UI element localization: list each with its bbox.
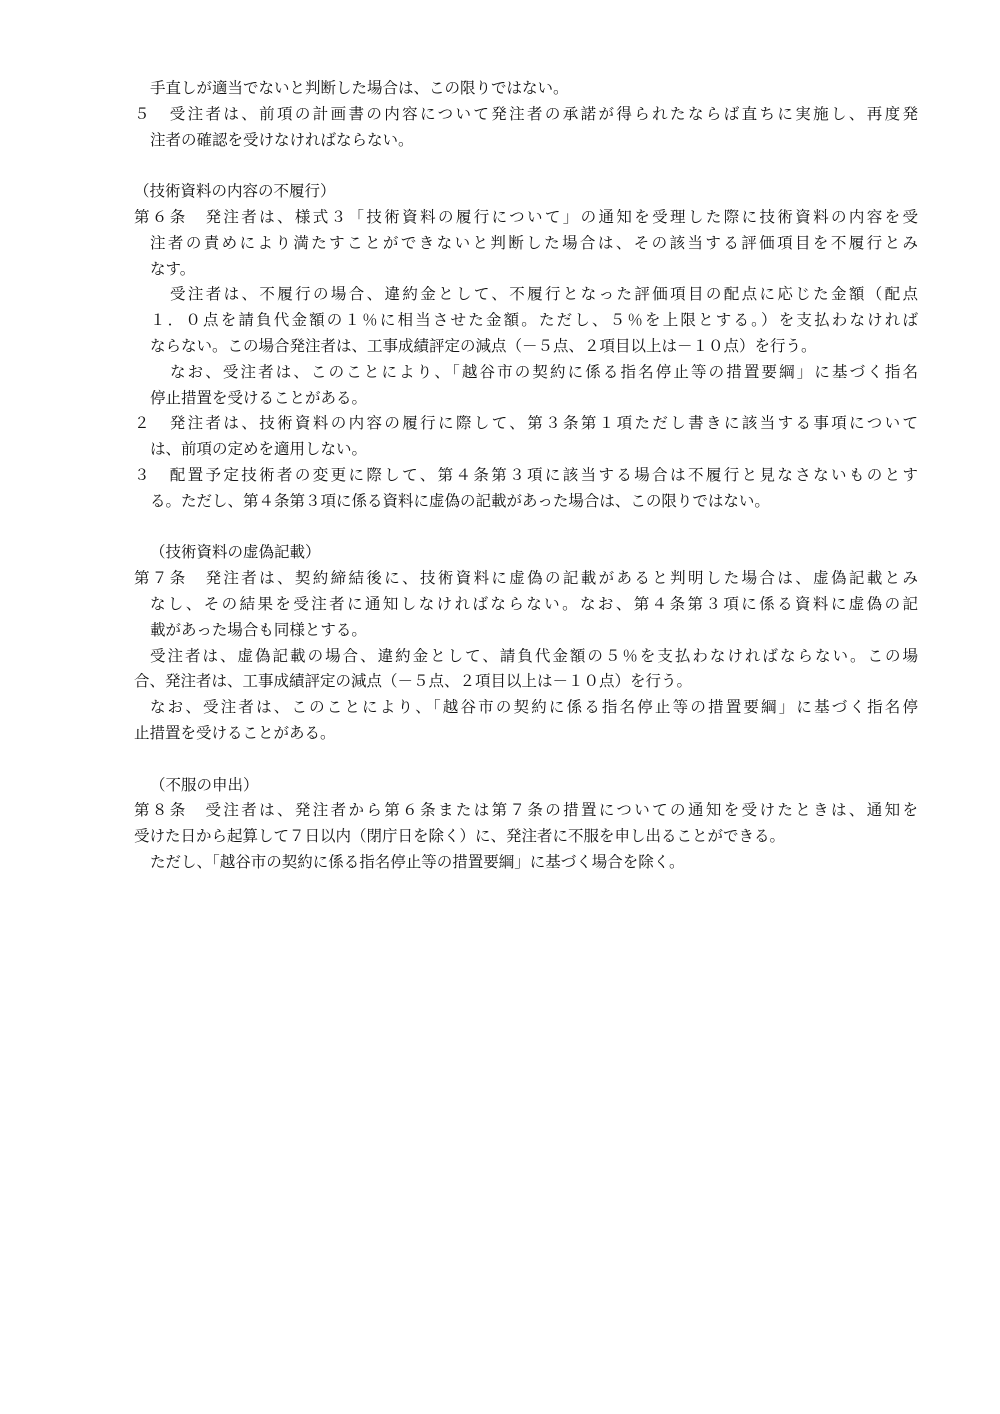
text-line: 注者の確認を受けなければならない。 <box>150 130 414 149</box>
text-line: 止措置を受けることがある。 <box>134 723 336 742</box>
text-line: （技術資料の虚偽記載） <box>150 543 321 562</box>
text-line: 載があった場合も同様とする。 <box>150 620 367 639</box>
paragraph-gap <box>134 747 918 773</box>
text-line: 受注者は、不履行の場合、違約金として、不履行となった評価項目の配点に応じた金額（配点 <box>170 285 918 304</box>
text-line: ２ 発注者は、技術資料の内容の履行に際して、第３条第１項ただし書きに該当する事項について <box>134 414 918 433</box>
text-line: ５ 受注者は、前項の計画書の内容について発注者の承諾が得られたならば直ちに実施し、再度発 <box>134 104 918 123</box>
paragraph-gap <box>134 515 918 541</box>
text-line: る。ただし、第４条第３項に係る資料に虚偽の記載があった場合は、この限りではない。 <box>150 491 770 510</box>
text-line: 合、発注者は、工事成績評定の減点（－５点、２項目以上は－１０点）を行う。 <box>134 672 693 691</box>
text-line: 第７条 発注者は、契約締結後に、技術資料に虚偽の記載があると判明した場合は、虚偽記載とみ <box>134 569 918 588</box>
text-line: 注者の責めにより満たすことができないと判断した場合は、その該当する評価項目を不履行とみ <box>150 233 918 252</box>
document-body <box>134 76 918 876</box>
text-line: 停止措置を受けることがある。 <box>150 388 368 407</box>
text-line: なす。 <box>150 259 196 278</box>
text-line: 受注者は、虚偽記載の場合、違約金として、請負代金額の５％を支払わなければならない。この場 <box>150 646 918 665</box>
text-line: は、前項の定めを適用しない。 <box>150 440 368 459</box>
text-line: ３ 配置予定技術者の変更に際して、第４条第３項に該当する場合は不履行と見なさないものとす <box>134 465 918 484</box>
text-line: なお、受注者は、このことにより、「越谷市の契約に係る指名停止等の措置要綱」に基づく指名 <box>170 362 918 381</box>
text-line: なし、その結果を受注者に通知しなければならない。なお、第４条第３項に係る資料に虚偽の記 <box>150 594 918 613</box>
text-line: 第６条 発注者は、様式３「技術資料の履行について」の通知を受理した際に技術資料の内容を受 <box>134 207 918 226</box>
text-line: （不服の申出） <box>150 775 259 794</box>
text-line: 手直しが適当でないと判断した場合は、この限りではない。 <box>150 79 569 97</box>
text-line: ならない。この場合発注者は、工事成績評定の減点（－５点、２項目以上は－１０点）を行う。 <box>150 336 817 355</box>
text-line: 受けた日から起算して７日以内（閉庁日を除く）に、発注者に不服を申し出ることができる。 <box>134 827 786 846</box>
text-line: ただし、「越谷市の契約に係る指名停止等の措置要綱」に基づく場合を除く。 <box>150 852 685 871</box>
text-line: なお、受注者は、このことにより、「越谷市の契約に係る指名停止等の措置要綱」に基づく指名停 <box>150 698 918 717</box>
text-line: （技術資料の内容の不履行） <box>134 182 336 201</box>
paragraph-gap <box>134 153 918 179</box>
text-line: 第８条 受注者は、発注者から第６条または第７条の措置についての通知を受けたときは、通知を <box>134 801 918 820</box>
text-line: １．０点を請負代金額の１％に相当させた金額。ただし、５％を上限とする。）を支払わなければ <box>150 311 918 330</box>
